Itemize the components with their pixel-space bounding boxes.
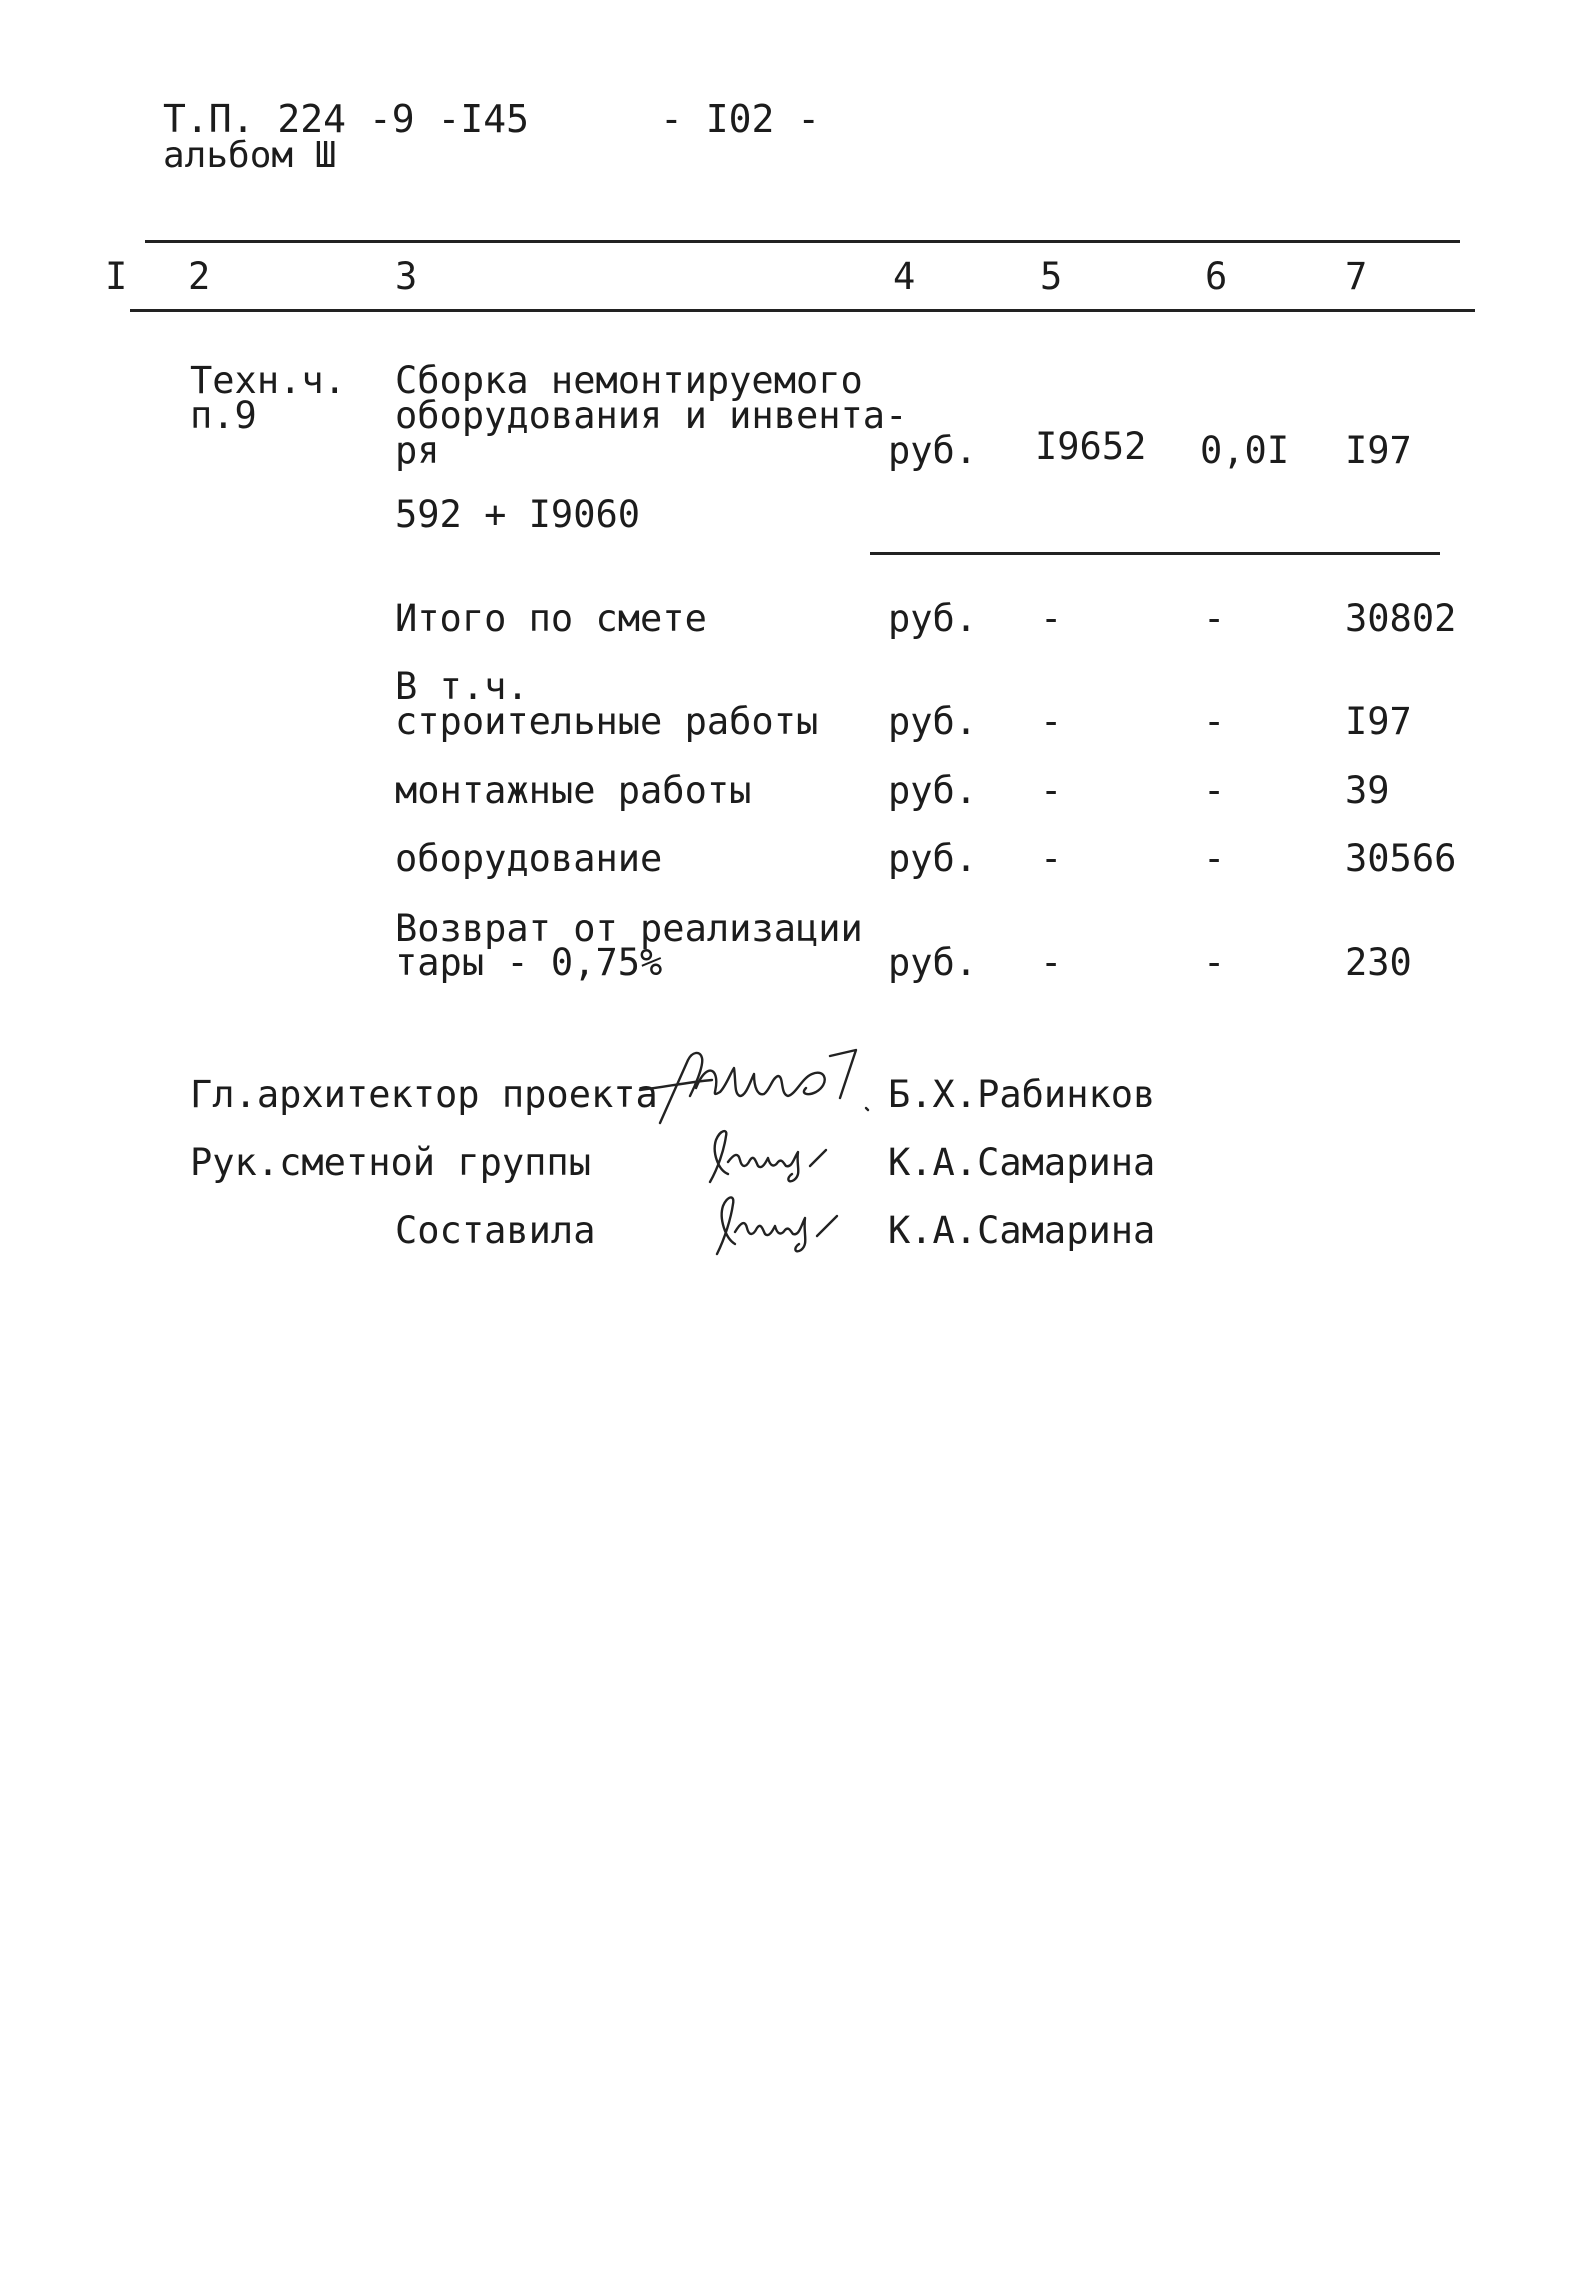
installation-col6: - xyxy=(1203,769,1226,812)
equipment-label: оборудование xyxy=(395,837,663,880)
total-col5: - xyxy=(1040,597,1063,640)
col-header-2: 2 xyxy=(188,255,211,298)
equipment-unit: руб. xyxy=(888,837,978,880)
col-header-3: 3 xyxy=(395,255,418,298)
installation-unit: руб. xyxy=(888,769,978,812)
return-col5: - xyxy=(1040,941,1063,984)
doc-code: Т.П. 224 -9 -I45 xyxy=(163,97,530,141)
item-desc-line3: ря xyxy=(395,429,440,472)
item-total: I97 xyxy=(1345,429,1412,472)
col-header-6: 6 xyxy=(1205,255,1228,298)
signer-role-estimator: Рук.сметной группы xyxy=(190,1141,591,1184)
construction-label: строительные работы xyxy=(395,700,819,743)
signature-compiler xyxy=(705,1188,855,1264)
page-number: - I02 - xyxy=(660,97,821,141)
col-header-1: I xyxy=(105,255,128,298)
item-desc-line1: Сборка немонтируемого xyxy=(395,359,863,402)
col-header-5: 5 xyxy=(1040,255,1063,298)
total-unit: руб. xyxy=(888,597,978,640)
installation-value: 39 xyxy=(1345,769,1390,812)
item-ref-line1: Техн.ч. xyxy=(190,359,346,402)
equipment-value: 30566 xyxy=(1345,837,1457,880)
signer-name-architect: Б.Х.Рабинков xyxy=(888,1073,1156,1116)
construction-col6: - xyxy=(1203,700,1226,743)
item-calc: 592 + I9060 xyxy=(395,493,641,536)
installation-col5: - xyxy=(1040,769,1063,812)
item-underline xyxy=(870,552,1440,555)
signer-role-architect: Гл.архитектор проекта xyxy=(190,1073,658,1116)
return-unit: руб. xyxy=(888,941,978,984)
col-header-4: 4 xyxy=(893,255,916,298)
total-label: Итого по смете xyxy=(395,597,707,640)
construction-value: I97 xyxy=(1345,700,1412,743)
item-ref-line2: п.9 xyxy=(190,394,257,437)
signer-name-compiler: К.А.Самарина xyxy=(888,1209,1156,1252)
col-header-7: 7 xyxy=(1345,255,1368,298)
table-top-rule xyxy=(145,240,1460,243)
construction-col5: - xyxy=(1040,700,1063,743)
table-header-rule xyxy=(130,309,1475,312)
construction-unit: руб. xyxy=(888,700,978,743)
return-label-line2: тары - 0,75% xyxy=(395,941,663,984)
signature-architect xyxy=(630,1038,880,1128)
signer-name-estimator: К.А.Самарина xyxy=(888,1141,1156,1184)
total-value: 30802 xyxy=(1345,597,1457,640)
return-col6: - xyxy=(1203,941,1226,984)
including-label: В т.ч. xyxy=(395,665,529,708)
equipment-col5: - xyxy=(1040,837,1063,880)
signer-role-compiler: Составила xyxy=(395,1209,596,1252)
item-unit: руб. xyxy=(888,429,978,472)
installation-label: монтажные работы xyxy=(395,769,752,812)
signature-estimator xyxy=(698,1122,848,1192)
return-label-line1: Возврат от реализации xyxy=(395,907,863,950)
album-label: альбом Ш xyxy=(163,135,337,176)
item-quantity: I9652 xyxy=(1035,425,1147,468)
return-value: 230 xyxy=(1345,941,1412,984)
item-desc-line2: оборудования и инвента- xyxy=(395,394,908,437)
item-rate: 0,0I xyxy=(1200,429,1290,472)
equipment-col6: - xyxy=(1203,837,1226,880)
total-col6: - xyxy=(1203,597,1226,640)
